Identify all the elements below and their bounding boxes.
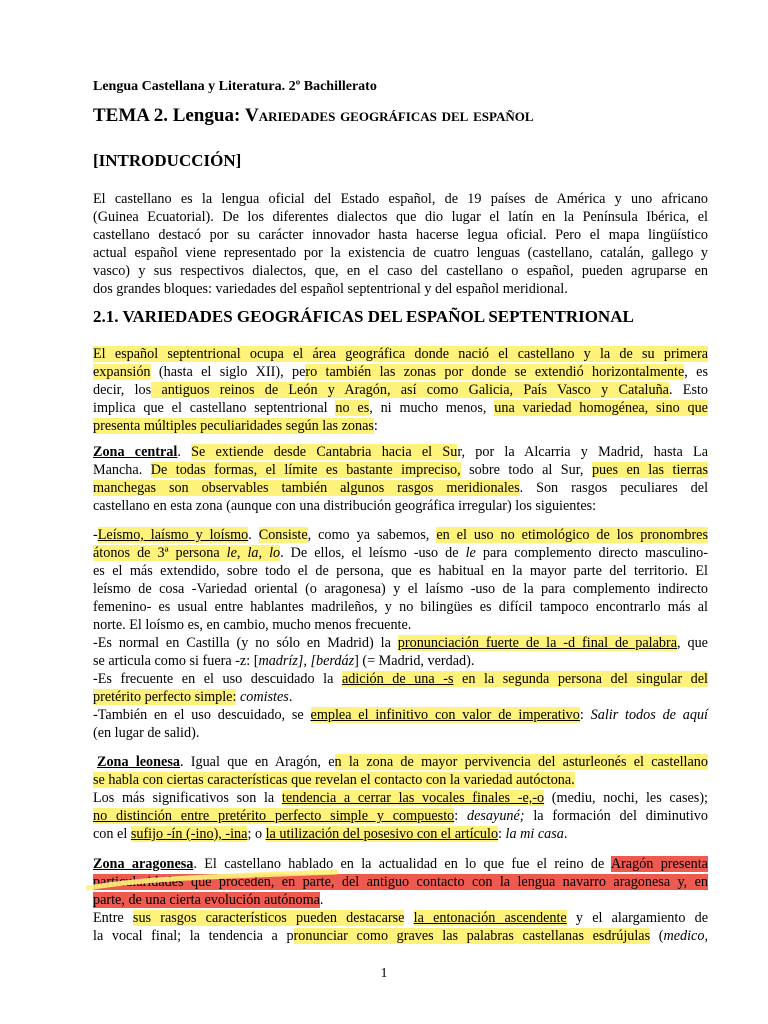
highlight: Consiste (258, 527, 308, 543)
intro-line: actual español viene representado por la existencia de cuatro lenguas (castellano, catalán, gallego y (93, 245, 708, 261)
paragraph-line (93, 927, 708, 945)
text: (hasta el siglo XII), pe (150, 364, 306, 380)
paragraph-line (93, 417, 708, 435)
text: para complemento directo masculino- (475, 545, 708, 561)
highlight: manchegas son observables también algunos rasgos meridionales (93, 480, 520, 496)
paragraph-line: norte. El loísmo es, en cambio, mucho menos frecuente. (93, 617, 412, 633)
highlight: una variedad homogénea, sino que (494, 400, 708, 416)
zone-label-central: Zona central (93, 444, 178, 460)
highlight: Leísmo, laísmo y loísmo (97, 527, 249, 543)
paragraph-line: es el más extendido, sobre todo el de persona, que es habitual en la mayor parte del territorio. El (93, 563, 708, 579)
text: la vocal final; la tendencia a p (93, 928, 294, 944)
highlight: ro también las zonas por donde se extendió horizontalmente (305, 364, 685, 380)
highlight: El español septentrional ocupa el área geográfica donde nació el castellano y la de su primera (93, 346, 708, 362)
highlight: pues en las tierras (591, 462, 708, 478)
text: con el (93, 826, 131, 842)
paragraph-line: leísmo de cosa -Variedad oriental (o aragonesa) y el laísmo -uso de la para complemento indirecto (93, 581, 708, 597)
section-heading: 2.1. VARIEDADES GEOGRÁFICAS DEL ESPAÑOL SEPTENTRIONAL (93, 307, 634, 326)
text: , ni mucho menos, (369, 400, 495, 416)
highlight: átonos de 3ª persona (93, 545, 227, 561)
highlight: la entonación ascendente (413, 910, 567, 926)
paragraph-line: castellano en esta zona (aunque con una distribución geográfica irregular) los siguientes: (93, 498, 597, 514)
text (404, 910, 413, 926)
text: y el alargamiento de (566, 910, 709, 926)
title-prefix: TEMA 2. Lengua: (93, 105, 246, 126)
red-highlight: parte, de una cierta evolución autónoma (93, 892, 320, 908)
page-title (93, 104, 708, 128)
text: : (498, 826, 506, 842)
text: ( (650, 928, 664, 944)
highlight: De todas formas, el límite es bastante impreciso, (150, 462, 461, 478)
intro-heading: [INTRODUCCIÓN] (93, 151, 242, 170)
highlight: en la segunda persona del singular del (453, 671, 708, 687)
text: Salir todos de aquí (590, 707, 708, 723)
paragraph-line (93, 909, 708, 927)
text: medico, (663, 928, 708, 944)
intro-line: (Guinea Ecuatorial). De los diferentes dialectos que dio lugar el latín en la Península Ibérica, el (93, 209, 708, 225)
text: le (465, 545, 476, 561)
intro-line: castellano destacó por su carácter innovador hasta hacerse legua oficial. Pero el mapa lingüístico (93, 227, 708, 243)
text: decir, los (93, 382, 152, 398)
highlight: tendencia a cerrar las vocales finales -e,-o (281, 790, 545, 806)
text: Entre (93, 910, 133, 926)
text: la mi casa (505, 826, 564, 842)
paragraph-line (93, 652, 708, 670)
highlight: emplea el infinitivo con valor de imperativo (310, 707, 580, 723)
paragraph-line (93, 771, 708, 789)
course-header: Lengua Castellana y Literatura. 2º Bachillerato (93, 79, 377, 94)
text: , es (684, 364, 708, 380)
paragraph-line (93, 479, 708, 497)
paragraph-line (93, 399, 708, 417)
title-smallcaps: Variedades geográficas del español (245, 105, 534, 126)
highlight: sufijo -ín (-ino), -ina (130, 826, 248, 842)
highlight: expansión (93, 364, 151, 380)
text: madríz], [berdáz (258, 653, 355, 669)
highlight: pretérito perfecto simple: (93, 689, 237, 705)
paragraph-line (93, 688, 708, 706)
paragraph-line (93, 461, 708, 479)
highlight: sus rasgos característicos pueden destacarse (132, 910, 405, 926)
highlight: no es (335, 400, 370, 416)
highlight: en el uso no etimológico de los pronombres (436, 527, 708, 543)
text: . (319, 892, 324, 908)
zone-label-aragonesa: Zona aragonesa (93, 856, 194, 872)
paragraph-line (93, 706, 708, 724)
text: , como ya sabemos, (307, 527, 437, 543)
text: -Es frecuente en el uso descuidado (93, 671, 324, 687)
paragraph-line (93, 363, 708, 381)
text: . (563, 826, 568, 842)
text: . (177, 444, 192, 460)
paragraph-line (93, 825, 708, 843)
intro-line: El castellano es la lengua oficial del Estado español, de 19 países de América y uno africano (93, 191, 708, 207)
text: (mediu, nochi, les cases); (544, 790, 708, 806)
highlight: le, la, lo (226, 545, 281, 561)
red-highlight: Aragón presenta (610, 856, 708, 872)
red-highlight: particularidades que proceden, en parte, del antiguo contacto con la lengua navarro aragonesa y, en (93, 874, 708, 890)
text: sobre todo al Sur, (460, 462, 592, 478)
highlight: adición de una -s (341, 671, 454, 687)
paragraph-line: (en lugar de salid). (93, 725, 200, 741)
text: la (323, 671, 342, 687)
text: : (454, 808, 468, 824)
text: comistes (236, 689, 289, 705)
paragraph-line (93, 789, 708, 807)
highlight: pronunciación fuerte de la -d final de palabra (397, 635, 678, 651)
text: ] (= Madrid, verdad). (354, 653, 475, 669)
highlight: ronunciar como graves las palabras castellanas esdrújulas (293, 928, 651, 944)
text: se articula como si fuera -z: [ (93, 653, 259, 669)
paragraph-line (93, 443, 708, 461)
highlight: no distinción entre pretérito perfecto simple y compuesto (93, 808, 455, 824)
highlight: presenta múltiples peculiaridades según las zonas (93, 418, 374, 434)
text: . (288, 689, 293, 705)
highlight: la utilización del posesivo con el artículo (265, 826, 499, 842)
text: : (579, 707, 591, 723)
text: : (373, 418, 378, 434)
text: , que (677, 635, 708, 651)
text: -Es normal en Castilla (y no sólo en Madrid) (93, 635, 381, 651)
paragraph-line (93, 670, 708, 688)
text: . (248, 527, 259, 543)
paragraph-line (93, 345, 708, 363)
pen-scribble (86, 868, 346, 894)
highlight: se habla con ciertas características que revelan el contacto con la variedad autóctona. (93, 772, 575, 788)
text: . El castellano hablado en la actualidad en lo que fue el reino de (193, 856, 611, 872)
paragraph-line (93, 753, 708, 771)
paragraph-line: femenino- es usual entre hablantes madrileños, y no bilingües es difícil tampoco encontrarlo más al (93, 599, 708, 615)
text: . Son rasgos peculiares del (519, 480, 709, 496)
paragraph-line (93, 381, 708, 399)
zone-label-leonesa: Zona leonesa (97, 754, 180, 770)
intro-line: dos grandes bloques: variedades del español septentrional y del español meridional. (93, 281, 568, 297)
highlight: n la zona de mayor pervivencia del asturleonés el castellano (334, 754, 708, 770)
text: . Esto (668, 382, 709, 398)
text: Los más significativos son la (93, 790, 282, 806)
text: . De ellos, el leísmo -uso de (280, 545, 466, 561)
highlight: Se extiende desde Cantabria hacia el Su (191, 444, 458, 460)
text: la (380, 635, 398, 651)
paragraph-line (93, 634, 708, 652)
text: Mancha. (93, 462, 151, 478)
paragraph-line (93, 526, 708, 544)
text: - (93, 527, 98, 543)
text: desayuné; (467, 808, 525, 824)
intro-line: vasco) y sus respectivos dialectos, que, en el caso del castellano o español, pueden agruparse en (93, 263, 708, 279)
highlight: antiguos reinos de León y Aragón, así como Galicia, País Vasco y Cataluña (151, 382, 669, 398)
text: . Igual que en Aragón, e (179, 754, 335, 770)
paragraph-line (93, 544, 708, 562)
text: -También en el uso descuidado, se (93, 707, 311, 723)
text: implica que el castellano septentrional (93, 400, 336, 416)
page-number: 1 (380, 966, 388, 981)
text: ; o (247, 826, 266, 842)
paragraph-line (93, 807, 708, 825)
text: r, por la Alcarria y Madrid, hasta La (457, 444, 708, 460)
text: la formación del diminutivo (524, 808, 708, 824)
